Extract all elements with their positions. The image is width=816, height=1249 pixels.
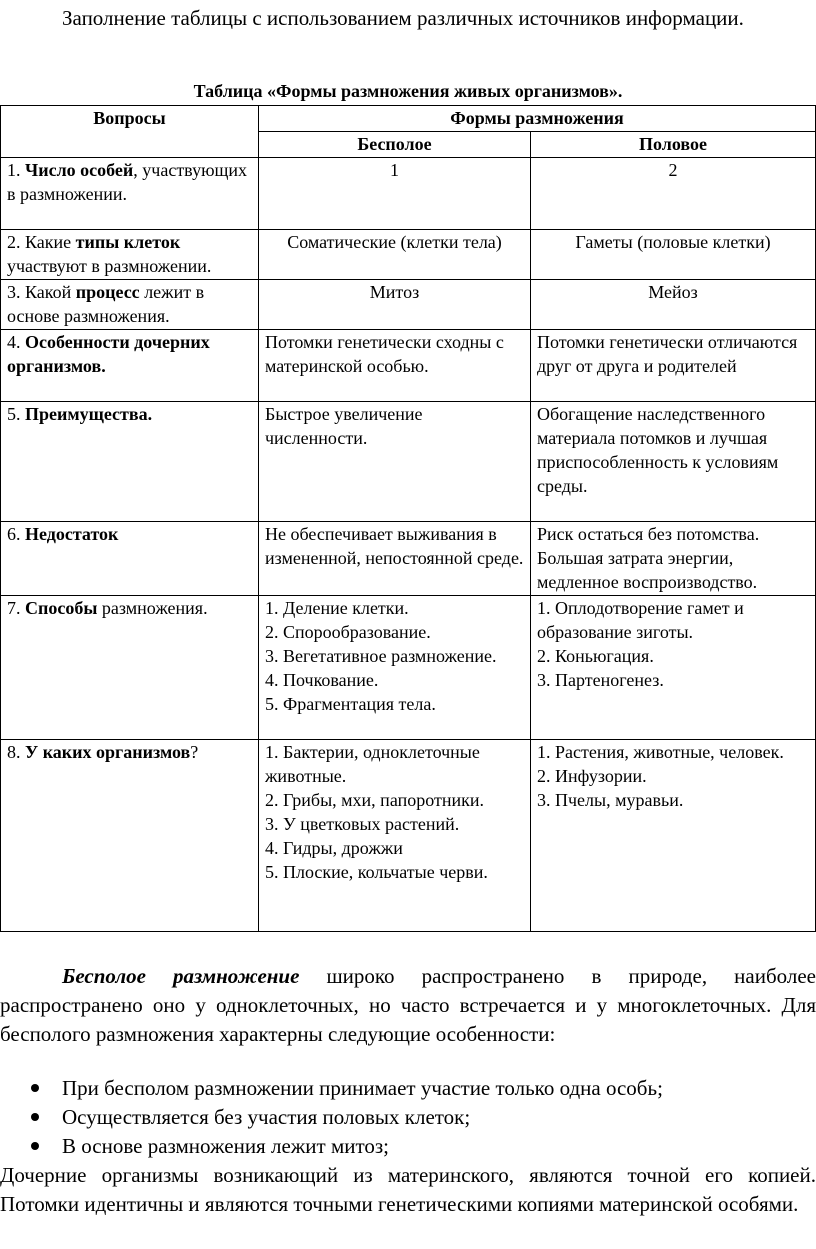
asexual-line: 4. Гидры, дрожжи [265,838,403,858]
asexual-cell [259,522,531,596]
question-keyword: Число особей [25,160,134,180]
sexual-cell [531,330,816,402]
list-item-text: Осуществляется без участия половых клеток; [62,1105,471,1129]
sexual-cell [531,402,816,522]
sexual-line: 2. Коньюгация. [537,646,654,666]
asexual-line: 3. У цветковых растений. [265,814,460,834]
table-row [1,280,816,330]
sexual-line: 1. Оплодотворение гамет и образование зиготы. [537,598,744,642]
question-prefix: 6. [7,524,25,544]
question-prefix: 1. [7,160,25,180]
sexual-line: 3. Пчелы, муравьи. [537,790,684,810]
question-cell [1,230,259,280]
asexual-line: Быстрое увеличение численности. [265,404,423,448]
sexual-cell [531,280,816,330]
asexual-line: Потомки генетически сходны с материнской особью. [265,332,504,376]
bullet-icon [31,1113,39,1121]
question-cell [1,740,259,932]
sexual-line: Риск остаться без потомства. Большая затрата энергии, медленное воспроизводство. [537,524,760,592]
features-list [0,1074,816,1161]
asexual-line: Соматические (клетки тела) [287,232,502,252]
question-suffix: лежит в основе размножения. [7,282,205,326]
question-cell [1,330,259,402]
table-row [1,330,816,402]
asexual-cell [259,402,531,522]
asexual-line: Митоз [369,282,420,302]
question-keyword: типы клеток [75,232,181,252]
asexual-line: 2. Спорообразование. [265,622,431,642]
asexual-line: 3. Вегетативное размножение. [265,646,497,666]
question-prefix: 4. [7,332,25,352]
table-row [1,402,816,522]
asexual-cell [259,330,531,402]
list-item-text: В основе размножения лежит митоз; [62,1134,389,1158]
table-row [1,230,816,280]
asexual-line: 1. Деление клетки. [265,598,409,618]
sexual-line: Обогащение наследственного материала потомков и лучшая приспособленность к условиям среды. [537,404,779,496]
sexual-cell [531,230,816,280]
bullet-icon [31,1142,39,1150]
asexual-line: 5. Фрагментация тела. [265,694,436,714]
offspring-paragraph: Дочерние организмы возникающий из материнского, являются точной его копией. Потомки идентичны и являются точными генетическими копиями материнской особями. [0,1163,816,1216]
table-row [1,740,816,932]
sexual-cell [531,596,816,740]
header-asexual: Бесполое [259,132,531,158]
question-prefix: 5. [7,404,25,424]
asexual-cell [259,596,531,740]
table-row [1,522,816,596]
list-item-text: При бесполом размножении принимает участие только одна особь; [62,1076,663,1100]
question-keyword: Способы [25,598,98,618]
asexual-paragraph [0,962,816,1049]
table-body [1,158,816,932]
sexual-line: 1. Растения, животные, человек. [537,742,784,762]
list-item [0,1074,816,1103]
sexual-cell [531,158,816,230]
intro-text: Заполнение таблицы с использованием различных источников информации. [62,6,744,30]
asexual-paragraph-text: широко распространено в природе, наиболее распространено оно у одноклеточных, но часто встречается и у многоклеточных. Для бесполого размножения характерны следующие особенности: [0,964,816,1046]
asexual-cell [259,158,531,230]
question-cell [1,596,259,740]
asexual-cell [259,230,531,280]
question-suffix: размножения. [97,598,208,618]
sexual-line: Мейоз [648,282,698,302]
question-keyword: Преимущества. [25,404,153,424]
question-cell [1,402,259,522]
table-row [1,596,816,740]
question-keyword: У каких организмов [25,742,191,762]
list-item [0,1132,816,1161]
question-cell [1,158,259,230]
asexual-line: 4. Почкование. [265,670,379,690]
question-keyword: Особенности дочерних организмов. [7,332,210,376]
question-prefix: 7. [7,598,25,618]
asexual-paragraph-lead: Бесполое размножение [62,964,300,988]
list-item [0,1103,816,1132]
asexual-line: Не обеспечивает выживания в измененной, непостоянной среде. [265,524,524,568]
question-prefix: 8. [7,742,25,762]
question-prefix: 2. Какие [7,232,76,252]
table-title: Таблица «Формы размножения живых организмов». [193,81,623,101]
header-sexual: Половое [531,132,816,158]
asexual-cell [259,740,531,932]
question-suffix: ? [190,742,199,762]
sexual-cell [531,522,816,596]
bullet-icon [31,1084,39,1092]
sexual-line: 3. Партеногенез. [537,670,664,690]
header-questions: Вопросы [1,106,259,158]
sexual-line: 2. Инфузории. [537,766,647,786]
asexual-line: 1. Бактерии, одноклеточные животные. [265,742,480,786]
sexual-line: 2 [668,160,678,180]
header-forms: Формы размножения [259,106,816,132]
question-suffix: , участвующих в размножении. [7,160,248,204]
asexual-cell [259,280,531,330]
question-keyword: процесс [75,282,140,302]
sexual-cell [531,740,816,932]
sexual-line: Потомки генетически отличаются друг от друга и родителей [537,332,798,376]
asexual-line: 1 [390,160,399,180]
table-row [1,158,816,230]
question-cell [1,522,259,596]
asexual-line: 5. Плоские, кольчатые черви. [265,862,488,882]
sexual-line: Гаметы (половые клетки) [575,232,771,252]
question-suffix: участвуют в размножении. [7,256,212,276]
asexual-line: 2. Грибы, мхи, папоротники. [265,790,484,810]
question-cell [1,280,259,330]
header-row-1 [1,106,816,132]
reproduction-table [0,105,816,932]
question-prefix: 3. Какой [7,282,76,302]
question-keyword: Недостаток [25,524,119,544]
